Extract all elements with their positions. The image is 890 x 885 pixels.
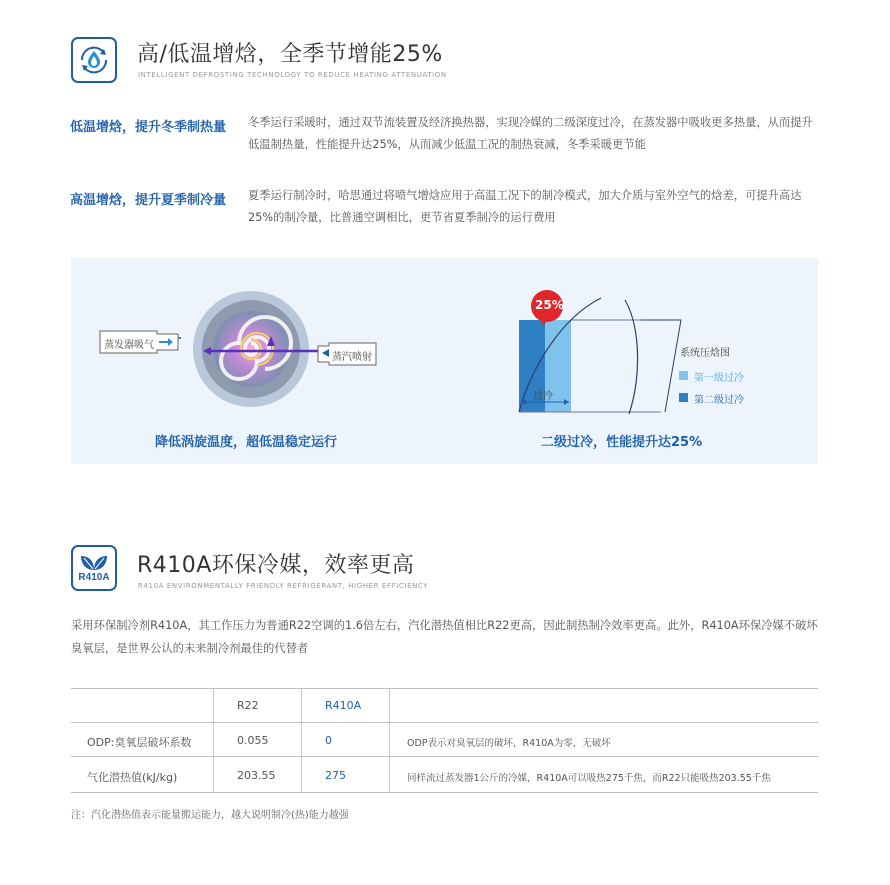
- percent-badge: 25%: [535, 298, 564, 312]
- defrost-icon: [71, 37, 117, 83]
- leaf-icon: [73, 550, 115, 574]
- r410a-icon-text: R410A: [78, 572, 110, 583]
- chart-title: 系统压焓图: [680, 348, 730, 359]
- table-row-odp-label: ODP:臭氧层破坏系数: [87, 736, 192, 749]
- legend-label-second: 第二级过冷: [694, 395, 744, 406]
- feature-text-low-temp: 冬季运行采暖时，通过双节流装置及经济换热器，实现冷媒的二级深度过冷，在蒸发器中吸收更多热量，从而提升低温制热量，性能提升达25%，从而减少低温工况的制热衰减，冬季采暖更节能: [248, 116, 813, 151]
- section-title: 高/低温增焓，全季节增能25%: [137, 42, 443, 67]
- pressure-enthalpy-chart: [491, 288, 691, 418]
- section2-title: R410A环保冷媒，效率更高: [137, 553, 415, 578]
- legend-label-first: 第一级过冷: [694, 373, 744, 384]
- table-row-latent-label: 气化潜热值(kJ/kg): [87, 771, 178, 784]
- section2-subtitle: R410A ENVIRONMENTALLY FRIENDLY REFRIGERANT, HIGHER EFFICIENCY: [138, 582, 429, 590]
- table-row-latent-r22: 203.55: [237, 769, 276, 782]
- arrow-left-icon: [319, 349, 329, 357]
- table-row-odp-note: ODP表示对臭氧层的破坏，R410A为零，无破坏: [407, 738, 611, 749]
- legend-swatch-first: [679, 371, 688, 380]
- arrow-right-icon: [159, 338, 173, 346]
- r410a-paragraph: 采用环保制冷剂R410A，其工作压力为普通R22空调的1.6倍左右，汽化潜热值相比R22更高，因此制热制冷效率更高。此外，R410A环保冷媒不破坏臭氧层，是世界公认的未来制冷剂最佳的代替者: [71, 619, 818, 655]
- legend-swatch-second: [679, 393, 688, 402]
- table-header-r22: R22: [237, 699, 259, 712]
- table-row-latent-r410a: 275: [325, 769, 346, 782]
- right-caption: 二级过冷，性能提升达25%: [541, 435, 703, 450]
- footnote: 注：汽化潜热值表示能量搬运能力，越大说明制冷(热)能力越强: [71, 810, 349, 821]
- left-caption: 降低涡旋温度，超低温稳定运行: [155, 435, 338, 450]
- table-row-odp-r22: 0.055: [237, 734, 269, 747]
- table-header-r410a: R410A: [325, 699, 362, 712]
- injection-label: 蒸汽喷射: [332, 352, 372, 363]
- feature-text-high-temp: 夏季运行制冷时，哈思通过将喷气增焓应用于高温工况下的制冷模式，加大介质与室外空气的焓差，可提升高达25%的制冷量，比普通空调相比，更节省夏季制冷的运行费用: [248, 189, 802, 224]
- feature-label-high-temp: 高温增焓，提升夏季制冷量: [70, 193, 227, 208]
- feature-label-low-temp: 低温增焓，提升冬季制热量: [70, 120, 227, 135]
- r410a-badge: [71, 545, 117, 591]
- inlet-label: 蒸发器吸气: [104, 340, 154, 351]
- subcool-label: 过冷: [533, 391, 553, 402]
- section-subtitle: INTELLIGENT DEFROSTING TECHNOLOGY TO REDUCE HEATING ATTENUATION: [138, 71, 447, 79]
- diagram-panel: [71, 258, 818, 464]
- table-row-latent-note: 同样流过蒸发器1公斤的冷媒，R410A可以吸热275千焦，而R22只能吸热203.55千焦: [407, 773, 771, 784]
- table-row-odp-r410a: 0: [325, 734, 332, 747]
